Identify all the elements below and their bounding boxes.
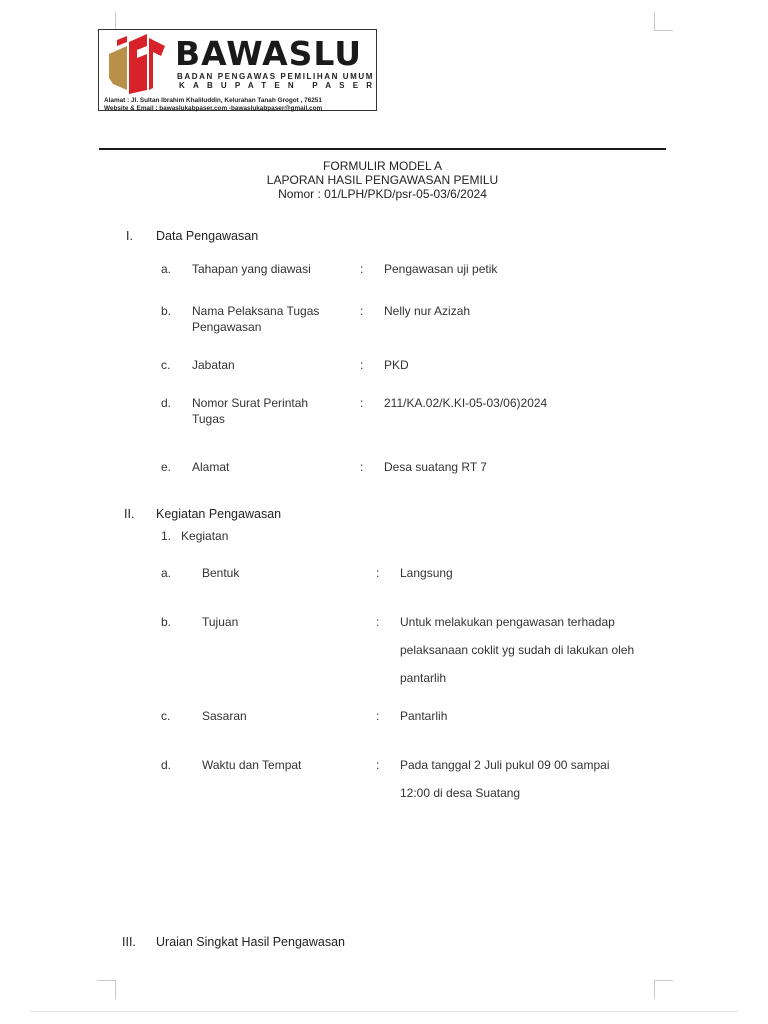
row-label: Tahapan yang diawasi (192, 262, 311, 276)
row-separator: : (360, 396, 364, 410)
header-divider (99, 148, 666, 150)
section3-number: III. (122, 935, 136, 949)
row-separator: : (376, 566, 380, 580)
row-letter: e. (161, 460, 172, 474)
crop-mark-bottom-left (97, 980, 116, 999)
row-value: 211/KA.02/K.KI-05-03/06)2024 (384, 396, 548, 410)
row-value-line: Pada tanggal 2 Juli pukul 09 00 sampai (400, 758, 610, 772)
org-address: Alamat : Jl. Sultan Ibrahim Khaliluddin, Kelurahan Tanah Grogot , 76251 (104, 97, 322, 104)
org-region: KABUPATEN PASER (179, 81, 381, 90)
letterhead (98, 29, 381, 112)
section3-title: Uraian Singkat Hasil Pengawasan (156, 935, 345, 949)
row-label: Sasaran (202, 709, 247, 723)
org-address-block (104, 97, 322, 112)
row-label: Alamat (192, 460, 230, 474)
bawaslu-logo-icon (103, 32, 171, 96)
row-label: Waktu dan Tempat (202, 758, 302, 772)
page-edge (30, 1011, 738, 1012)
section2-title: Kegiatan Pengawasan (156, 507, 282, 521)
row-separator: : (376, 615, 380, 629)
crop-mark-top-right (654, 12, 673, 31)
row-letter: b. (161, 304, 172, 318)
row-separator: : (360, 358, 364, 372)
org-website-email: Website & Email : bawaslukabpaser.com -bawaslukabpaser@gmail.com (104, 104, 323, 112)
row-separator: : (360, 304, 364, 318)
section1-title: Data Pengawasan (156, 229, 259, 243)
row-label: Bentuk (202, 566, 240, 580)
org-name: BAWASLU (175, 34, 363, 73)
row-value-line: Langsung (400, 566, 453, 580)
row-label: Jabatan (192, 358, 235, 372)
row-separator: : (376, 758, 380, 772)
row-value-line: 12:00 di desa Suatang (400, 786, 521, 800)
row-value-line: Untuk melakukan pengawasan terhadap (400, 615, 615, 629)
section1-number: I. (126, 229, 133, 243)
report-title: LAPORAN HASIL PENGAWASAN PEMILU (266, 173, 499, 187)
report-number: Nomor : 01/LPH/PKD/psr-05-03/6/2024 (278, 187, 487, 201)
row-letter: a. (161, 262, 172, 276)
row-value-line: Pantarlih (400, 709, 448, 723)
row-value: PKD (384, 358, 409, 372)
row-letter: d. (161, 396, 172, 410)
row-label: Nomor Surat Perintah Tugas (192, 396, 309, 426)
row-value-line: pelaksanaan coklit yg sudah di lakukan oleh (400, 643, 635, 657)
row-letter: d. (161, 758, 172, 772)
row-letter: c. (161, 709, 171, 723)
org-full-name: BADAN PENGAWAS PEMILIHAN UMUM (177, 72, 375, 81)
form-title: FORMULIR MODEL A (323, 159, 442, 173)
row-letter: c. (161, 358, 171, 372)
row-label: Nama Pelaksana Tugas Pengawasan (192, 304, 320, 334)
row-label: Tujuan (202, 615, 239, 629)
row-value: Pengawasan uji petik (384, 262, 498, 276)
section2-number: II. (124, 507, 135, 521)
row-separator: : (376, 709, 380, 723)
row-value: Desa suatang RT 7 (384, 460, 487, 474)
row-value-line: pantarlih (400, 671, 447, 685)
row-value: Nelly nur Azizah (384, 304, 471, 318)
row-separator: : (360, 262, 364, 276)
row-letter: b. (161, 615, 172, 629)
section2-subheading: 1. Kegiatan (161, 529, 229, 543)
row-letter: a. (161, 566, 172, 580)
row-separator: : (360, 460, 364, 474)
crop-mark-bottom-right (654, 980, 673, 999)
